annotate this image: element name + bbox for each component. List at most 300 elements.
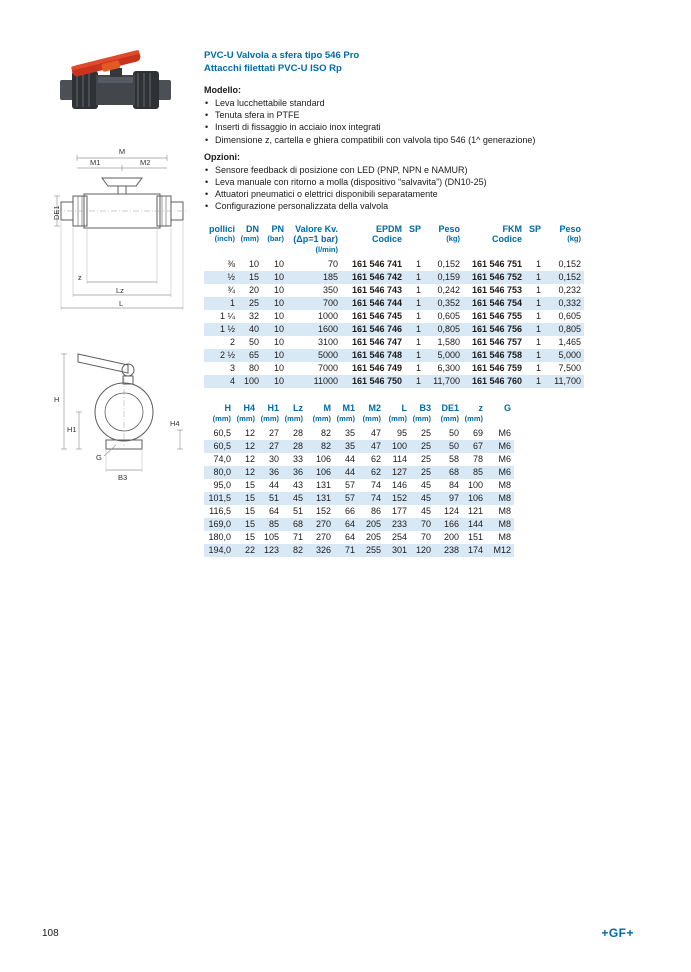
- cell-m: 270: [315, 532, 331, 543]
- cell-lz: 51: [292, 506, 303, 517]
- cell-lz: 45: [292, 493, 303, 504]
- header-line1: Lz: [293, 403, 303, 414]
- cell-b3: 45: [420, 493, 431, 504]
- column-header: [204, 403, 234, 427]
- cell-sp: 1: [535, 324, 541, 335]
- table-row: [204, 479, 514, 492]
- dim-label-M1: M1: [90, 158, 101, 167]
- cell-h4: 12: [244, 428, 255, 439]
- cell-h1: 105: [263, 532, 279, 543]
- cell-m2: 205: [365, 532, 381, 543]
- header-line2: (Δp=1 bar): [293, 234, 338, 245]
- cell-peso: 5,000: [437, 350, 460, 361]
- list-item: • Attuatori pneumatici o elettrici disponibili separatamente: [204, 188, 588, 200]
- cell-epdm-code: 161 546 746: [351, 324, 402, 335]
- table-row: [204, 336, 584, 349]
- header-line1: M: [323, 403, 331, 414]
- cell-kv: 1600: [317, 324, 338, 335]
- column-header: [358, 403, 384, 427]
- dim-label-G: G: [96, 453, 102, 462]
- header-unit: (mm): [440, 413, 459, 423]
- cell-kv: 185: [322, 272, 338, 283]
- cell-pn: 10: [273, 285, 284, 296]
- cell-dn: 15: [248, 272, 259, 283]
- cell-peso: 1,465: [558, 337, 581, 348]
- cell-pn: 10: [273, 259, 284, 270]
- dim-label-B3: B3: [118, 473, 128, 482]
- cell-m: 131: [315, 480, 331, 491]
- cell-sp: 1: [415, 311, 421, 322]
- cell-lz: 43: [292, 480, 303, 491]
- table-row: [204, 375, 584, 388]
- table-row: [204, 349, 584, 362]
- cell-peso: 0,805: [558, 324, 581, 335]
- dim-label-M2: M2: [140, 158, 151, 167]
- cell-m2: 205: [365, 519, 381, 530]
- header-unit: (inch): [214, 234, 235, 244]
- table1-header-row: [204, 224, 584, 259]
- cell-epdm-code: 161 546 749: [351, 363, 402, 374]
- cell-lz: 71: [292, 532, 303, 543]
- cell-l: 100: [391, 441, 407, 452]
- cell-h4: 15: [244, 519, 255, 530]
- header-line1: M2: [368, 403, 381, 414]
- cell-pn: 10: [273, 376, 284, 387]
- cell-h1: 44: [268, 480, 279, 491]
- cell-m1: 35: [344, 441, 355, 452]
- cell-pn: 10: [273, 324, 284, 335]
- column-header: [234, 403, 258, 427]
- cell-dn: 32: [248, 311, 259, 322]
- dim-label-L: L: [119, 299, 124, 308]
- cell-sp: 1: [535, 311, 541, 322]
- cell-pollici: 1 ½: [219, 324, 235, 335]
- cell-l: 233: [391, 519, 407, 530]
- cell-z: 67: [472, 441, 483, 452]
- cell-fkm-code: 161 546 752: [471, 272, 522, 283]
- table2-header-row: [204, 403, 514, 427]
- cell-l: 152: [391, 493, 407, 504]
- cell-l: 146: [391, 480, 407, 491]
- cell-g: M8: [498, 519, 511, 530]
- cell-peso: 0,332: [558, 298, 581, 309]
- table-row: [204, 297, 584, 310]
- column-header: [544, 224, 584, 259]
- cell-h: 60,5: [213, 428, 231, 439]
- cell-m1: 57: [344, 480, 355, 491]
- cell-l: 301: [391, 545, 407, 556]
- column-header: [434, 403, 462, 427]
- cell-g: M6: [498, 441, 511, 452]
- cell-lz: 68: [292, 519, 303, 530]
- cell-h: 80,0: [213, 467, 231, 478]
- cell-z: 151: [467, 532, 483, 543]
- cell-h1: 123: [263, 545, 279, 556]
- cell-peso: 7,500: [558, 363, 581, 374]
- cell-m1: 66: [344, 506, 355, 517]
- cell-pn: 10: [273, 350, 284, 361]
- cell-pollici: 1: [229, 298, 235, 309]
- cell-kv: 70: [327, 259, 338, 270]
- cell-sp: 1: [415, 363, 421, 374]
- table2-head: [204, 403, 514, 427]
- cell-h4: 15: [244, 493, 255, 504]
- header-line1: z: [478, 403, 483, 414]
- cell-peso: 5,000: [558, 350, 581, 361]
- cell-b3: 70: [420, 532, 431, 543]
- cell-de1: 58: [448, 454, 459, 465]
- table-row: [204, 544, 514, 557]
- cell-pollici: 2 ½: [219, 350, 235, 361]
- cell-m2: 74: [370, 480, 381, 491]
- column-header: [341, 224, 405, 259]
- header-line1: SP: [528, 223, 541, 234]
- cell-dn: 80: [248, 363, 259, 374]
- cell-z: 144: [467, 519, 483, 530]
- cell-lz: 28: [292, 441, 303, 452]
- list-item: • Dimensione z, cartella e ghiera compatibili con valvola tipo 546 (1^ generazione): [204, 134, 588, 146]
- cell-z: 85: [472, 467, 483, 478]
- cell-g: M8: [498, 532, 511, 543]
- header-unit: (mm): [336, 413, 355, 423]
- cell-sp: 1: [535, 350, 541, 361]
- cell-dn: 20: [248, 285, 259, 296]
- cell-m: 270: [315, 519, 331, 530]
- cell-fkm-code: 161 546 753: [471, 285, 522, 296]
- header-unit: (kg): [446, 234, 460, 244]
- header-unit: (mm): [240, 234, 259, 244]
- cell-h4: 22: [244, 545, 255, 556]
- valve-selection-table: [204, 224, 584, 389]
- cell-peso: 6,300: [437, 363, 460, 374]
- cell-sp: 1: [535, 285, 541, 296]
- cell-dn: 40: [248, 324, 259, 335]
- table-row: [204, 362, 584, 375]
- cell-m1: 71: [344, 545, 355, 556]
- cell-fkm-code: 161 546 756: [471, 324, 522, 335]
- cell-dn: 10: [248, 259, 259, 270]
- header-line1: DN: [246, 223, 259, 234]
- header-line1: B3: [419, 403, 431, 414]
- cell-fkm-code: 161 546 758: [471, 350, 522, 361]
- cell-l: 254: [391, 532, 407, 543]
- dim-label-z: z: [78, 273, 82, 282]
- cell-de1: 97: [448, 493, 459, 504]
- cell-epdm-code: 161 546 744: [351, 298, 402, 309]
- cell-pollici: ¾: [227, 285, 235, 296]
- table1-head: [204, 224, 584, 259]
- header-unit: (mm): [412, 413, 431, 423]
- cell-kv: 350: [322, 285, 338, 296]
- dim-label-Lz: Lz: [116, 286, 124, 295]
- cell-h: 194,0: [208, 545, 231, 556]
- cell-sp: 1: [535, 376, 541, 387]
- cell-h1: 64: [268, 506, 279, 517]
- main-content: [204, 50, 588, 557]
- table-row: [204, 284, 584, 297]
- cell-sp: 1: [415, 350, 421, 361]
- cell-m1: 64: [344, 519, 355, 530]
- cell-sp: 1: [535, 272, 541, 283]
- cell-pollici: 1 ¼: [219, 311, 235, 322]
- cell-epdm-code: 161 546 750: [351, 376, 402, 387]
- cell-lz: 33: [292, 454, 303, 465]
- header-unit: (mm): [284, 413, 303, 423]
- cell-sp: 1: [415, 285, 421, 296]
- cell-epdm-code: 161 546 745: [351, 311, 402, 322]
- header-unit: (mm): [464, 413, 483, 423]
- cell-kv: 3100: [317, 337, 338, 348]
- cell-peso: 11,700: [433, 376, 460, 387]
- table-row: [204, 518, 514, 531]
- column-header: [287, 224, 341, 259]
- cell-m1: 44: [344, 454, 355, 465]
- header-unit: (mm): [236, 413, 255, 423]
- cell-b3: 120: [415, 545, 431, 556]
- cell-peso: 0,352: [437, 298, 460, 309]
- cell-peso: 0,159: [437, 272, 460, 283]
- header-line1: G: [503, 403, 511, 414]
- cell-l: 127: [391, 467, 407, 478]
- table-row: [204, 505, 514, 518]
- dim-label-H: H: [54, 395, 60, 404]
- table-row: [204, 453, 514, 466]
- header-unit: (mm): [260, 413, 279, 423]
- cell-m: 152: [315, 506, 331, 517]
- cell-kv: 11000: [313, 376, 338, 387]
- side-view-linework: [52, 332, 192, 484]
- cell-pn: 10: [273, 337, 284, 348]
- dim-label-H4: H4: [170, 419, 180, 428]
- header-unit: (kg): [567, 234, 581, 244]
- cell-z: 100: [467, 480, 483, 491]
- technical-drawing-side: [52, 332, 192, 484]
- header-line1: pollici: [208, 223, 235, 234]
- column-header: [238, 224, 262, 259]
- page-number: 108: [42, 928, 59, 939]
- table-row: [204, 466, 514, 479]
- cell-pollici: ⅜: [227, 259, 235, 270]
- table-row: [204, 323, 584, 336]
- cell-g: M8: [498, 480, 511, 491]
- cell-h: 101,5: [208, 493, 231, 504]
- column-header: [463, 224, 525, 259]
- cell-h1: 51: [268, 493, 279, 504]
- header-unit: (mm): [362, 413, 381, 423]
- cell-h4: 15: [244, 506, 255, 517]
- cell-h: 180,0: [208, 532, 231, 543]
- cell-m2: 47: [370, 428, 381, 439]
- cell-fkm-code: 161 546 751: [471, 259, 522, 270]
- cell-sp: 1: [415, 272, 421, 283]
- cell-h: 60,5: [213, 441, 231, 452]
- cell-z: 174: [467, 545, 483, 556]
- cell-l: 95: [396, 428, 407, 439]
- cell-b3: 25: [420, 428, 431, 439]
- header-line1: H1: [267, 403, 279, 414]
- table-row: [204, 258, 584, 271]
- cell-de1: 50: [448, 441, 459, 452]
- table-row: [204, 440, 514, 453]
- cell-b3: 70: [420, 519, 431, 530]
- cell-dn: 65: [248, 350, 259, 361]
- table-row: [204, 271, 584, 284]
- cell-h4: 12: [244, 441, 255, 452]
- cell-g: M6: [498, 454, 511, 465]
- cell-pn: 10: [273, 298, 284, 309]
- cell-peso: 0,242: [437, 285, 460, 296]
- cell-sp: 1: [415, 376, 421, 387]
- cell-dn: 25: [248, 298, 259, 309]
- cell-z: 121: [467, 506, 483, 517]
- cell-g: M6: [498, 467, 511, 478]
- header-line1: Valore Kv.: [295, 223, 338, 234]
- gf-logo: +GF+: [601, 926, 634, 940]
- cell-peso: 0,232: [558, 285, 581, 296]
- column-header: [525, 224, 544, 259]
- header-unit: (mm): [212, 413, 231, 423]
- header-line1: SP: [408, 223, 421, 234]
- cell-z: 78: [472, 454, 483, 465]
- header-line2: Codice: [491, 234, 522, 245]
- cell-kv: 5000: [317, 350, 338, 361]
- cell-g: M6: [498, 428, 511, 439]
- cell-h1: 36: [268, 467, 279, 478]
- cell-de1: 238: [443, 545, 459, 556]
- cell-fkm-code: 161 546 757: [471, 337, 522, 348]
- cell-fkm-code: 161 546 760: [471, 376, 522, 387]
- cell-b3: 25: [420, 467, 431, 478]
- cell-pn: 10: [273, 363, 284, 374]
- table-row: [204, 531, 514, 544]
- cell-h1: 30: [268, 454, 279, 465]
- cell-lz: 36: [292, 467, 303, 478]
- cell-l: 114: [392, 454, 407, 465]
- header-line1: DE1: [441, 403, 459, 414]
- technical-drawing-front: [52, 147, 192, 325]
- cell-sp: 1: [415, 324, 421, 335]
- list-item: • Inserti di fissaggio in acciaio inox integrati: [204, 121, 588, 133]
- cell-peso: 11,700: [554, 376, 581, 387]
- cell-b3: 45: [420, 480, 431, 491]
- table1-body: [204, 258, 584, 388]
- header-line1: PN: [271, 223, 284, 234]
- cell-h4: 15: [244, 480, 255, 491]
- cell-epdm-code: 161 546 742: [351, 272, 402, 283]
- table-row: [204, 492, 514, 505]
- header-line1: L: [401, 403, 407, 414]
- cell-pollici: 2: [229, 337, 235, 348]
- cell-b3: 45: [420, 506, 431, 517]
- dim-label-DE1: DE1: [52, 205, 61, 220]
- cell-m1: 35: [344, 428, 355, 439]
- column-header: [410, 403, 434, 427]
- column-header: [384, 403, 410, 427]
- cell-fkm-code: 161 546 755: [471, 311, 522, 322]
- cell-m2: 62: [370, 454, 381, 465]
- cell-m: 106: [315, 454, 331, 465]
- cell-pollici: 4: [229, 376, 235, 387]
- cell-dn: 100: [243, 376, 259, 387]
- column-header: [462, 403, 486, 427]
- cell-l: 177: [391, 506, 407, 517]
- cell-fkm-code: 161 546 759: [471, 363, 522, 374]
- cell-h: 169,0: [208, 519, 231, 530]
- column-header: [424, 224, 463, 259]
- list-item: • Tenuta sfera in PTFE: [204, 109, 588, 121]
- cell-epdm-code: 161 546 743: [351, 285, 402, 296]
- list-item: • Leva lucchettabile standard: [204, 97, 588, 109]
- cell-sp: 1: [415, 337, 421, 348]
- column-header: [405, 224, 424, 259]
- header-line1: FKM: [502, 223, 522, 234]
- cell-fkm-code: 161 546 754: [471, 298, 522, 309]
- cell-sp: 1: [535, 298, 541, 309]
- cell-m1: 57: [344, 493, 355, 504]
- table2-body: [204, 427, 514, 557]
- modello-label: Modello:: [204, 85, 241, 95]
- cell-h4: 12: [244, 467, 255, 478]
- cell-kv: 700: [322, 298, 338, 309]
- column-header: [262, 224, 287, 259]
- ball-valve-photo: [58, 48, 173, 123]
- header-line1: EPDM: [375, 223, 402, 234]
- cell-z: 69: [472, 428, 483, 439]
- dim-label-H1: H1: [67, 425, 77, 434]
- cell-peso: 0,805: [437, 324, 460, 335]
- cell-lz: 28: [292, 428, 303, 439]
- cell-m: 82: [320, 428, 331, 439]
- cell-z: 106: [467, 493, 483, 504]
- cell-peso: 1,580: [437, 337, 460, 348]
- page-subtitle: Attacchi filettati PVC-U ISO Rp: [204, 62, 342, 74]
- cell-de1: 50: [448, 428, 459, 439]
- cell-b3: 25: [420, 441, 431, 452]
- cell-sp: 1: [535, 337, 541, 348]
- opzioni-list: [204, 164, 588, 213]
- dimensions-table: [204, 403, 514, 557]
- cell-epdm-code: 161 546 747: [351, 337, 402, 348]
- cell-de1: 166: [443, 519, 459, 530]
- cell-h1: 27: [268, 441, 279, 452]
- modello-list: [204, 97, 588, 146]
- cell-pn: 10: [273, 272, 284, 283]
- cell-h: 95,0: [213, 480, 231, 491]
- cell-epdm-code: 161 546 748: [351, 350, 402, 361]
- table-row: [204, 310, 584, 323]
- cell-peso: 0,152: [558, 272, 581, 283]
- table-row: [204, 427, 514, 440]
- dim-label-M: M: [118, 147, 126, 156]
- cell-m2: 74: [370, 493, 381, 504]
- header-unit: (mm): [312, 413, 331, 423]
- column-header: [334, 403, 358, 427]
- cell-m2: 47: [370, 441, 381, 452]
- cell-m1: 64: [344, 532, 355, 543]
- cell-kv: 1000: [317, 311, 338, 322]
- header-line1: M1: [342, 403, 355, 414]
- cell-sp: 1: [415, 259, 421, 270]
- cell-kv: 7000: [317, 363, 338, 374]
- cell-m: 82: [320, 441, 331, 452]
- cell-peso: 0,152: [437, 259, 460, 270]
- column-header: [258, 403, 282, 427]
- list-item: • Configurazione personalizzata della valvola: [204, 200, 588, 212]
- cell-pollici: ½: [227, 272, 235, 283]
- header-unit: (bar): [267, 234, 284, 244]
- header-unit: (l/min): [315, 244, 338, 254]
- cell-sp: 1: [535, 259, 541, 270]
